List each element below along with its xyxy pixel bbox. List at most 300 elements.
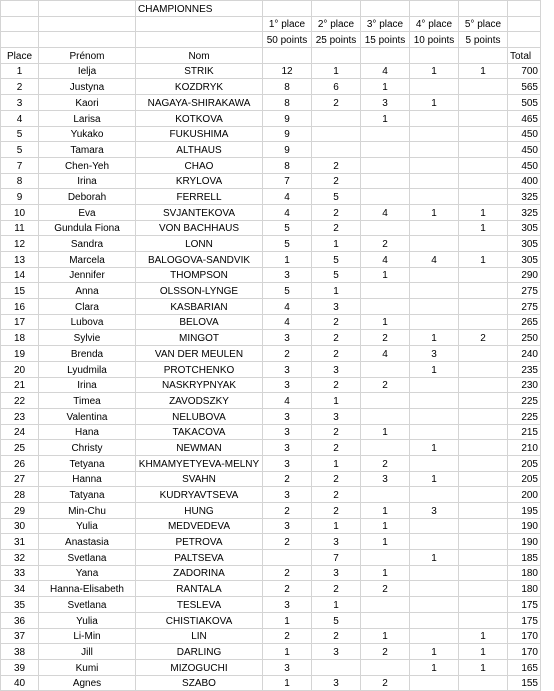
cell-place[interactable]: 2 bbox=[1, 79, 39, 95]
cell-fourth[interactable] bbox=[410, 675, 459, 691]
cell-first[interactable]: 2 bbox=[263, 534, 312, 550]
cell-fifth[interactable]: 1 bbox=[459, 628, 508, 644]
cell-first[interactable]: 9 bbox=[263, 142, 312, 158]
cell-nom[interactable]: HUNG bbox=[136, 503, 263, 519]
cell-nom[interactable]: KUDRYAVTSEVA bbox=[136, 487, 263, 503]
cell-third[interactable]: 1 bbox=[361, 79, 410, 95]
cell-fifth[interactable] bbox=[459, 408, 508, 424]
cell-prenom[interactable]: Svetlana bbox=[39, 550, 136, 566]
cell-prenom[interactable]: Yulia bbox=[39, 612, 136, 628]
cell-place[interactable]: 16 bbox=[1, 299, 39, 315]
cell-third[interactable] bbox=[361, 283, 410, 299]
cell-fourth[interactable] bbox=[410, 142, 459, 158]
cell-first[interactable]: 1 bbox=[263, 675, 312, 691]
cell-total[interactable]: 450 bbox=[508, 157, 541, 173]
cell-third[interactable]: 2 bbox=[361, 330, 410, 346]
header-place-3[interactable]: 3° place bbox=[361, 16, 410, 32]
cell-place[interactable]: 37 bbox=[1, 628, 39, 644]
cell-second[interactable]: 2 bbox=[312, 204, 361, 220]
cell-nom[interactable]: LONN bbox=[136, 236, 263, 252]
cell-first[interactable]: 2 bbox=[263, 346, 312, 362]
cell-total[interactable]: 175 bbox=[508, 612, 541, 628]
cell-fifth[interactable] bbox=[459, 95, 508, 111]
cell-prenom[interactable]: Tatyana bbox=[39, 487, 136, 503]
cell-second[interactable]: 2 bbox=[312, 173, 361, 189]
cell-place[interactable]: 31 bbox=[1, 534, 39, 550]
cell-fifth[interactable] bbox=[459, 361, 508, 377]
cell-fourth[interactable] bbox=[410, 173, 459, 189]
cell-first[interactable]: 2 bbox=[263, 471, 312, 487]
cell-second[interactable]: 1 bbox=[312, 283, 361, 299]
cell-nom[interactable]: DARLING bbox=[136, 644, 263, 660]
cell-nom[interactable]: SVAHN bbox=[136, 471, 263, 487]
cell-total[interactable]: 465 bbox=[508, 110, 541, 126]
cell-place[interactable]: 33 bbox=[1, 565, 39, 581]
cell-nom[interactable]: OLSSON-LYNGE bbox=[136, 283, 263, 299]
cell-third[interactable] bbox=[361, 393, 410, 409]
cell-prenom[interactable]: Anastasia bbox=[39, 534, 136, 550]
cell-nom[interactable]: BELOVA bbox=[136, 314, 263, 330]
cell-first[interactable]: 7 bbox=[263, 173, 312, 189]
cell-fourth[interactable] bbox=[410, 189, 459, 205]
cell-total[interactable]: 180 bbox=[508, 565, 541, 581]
cell-prenom[interactable]: Sylvie bbox=[39, 330, 136, 346]
cell-fifth[interactable] bbox=[459, 267, 508, 283]
cell-total[interactable]: 325 bbox=[508, 189, 541, 205]
cell-first[interactable]: 3 bbox=[263, 659, 312, 675]
cell-third[interactable]: 2 bbox=[361, 377, 410, 393]
cell-nom[interactable]: SVJANTEKOVA bbox=[136, 204, 263, 220]
cell-first[interactable]: 4 bbox=[263, 299, 312, 315]
cell-first[interactable]: 3 bbox=[263, 455, 312, 471]
cell-fourth[interactable]: 3 bbox=[410, 503, 459, 519]
cell-second[interactable]: 2 bbox=[312, 628, 361, 644]
header-points-2[interactable]: 25 points bbox=[312, 32, 361, 48]
cell-prenom[interactable]: Larisa bbox=[39, 110, 136, 126]
cell-nom[interactable]: CHAO bbox=[136, 157, 263, 173]
cell-total[interactable]: 195 bbox=[508, 503, 541, 519]
cell-fourth[interactable] bbox=[410, 597, 459, 613]
cell-fourth[interactable]: 1 bbox=[410, 330, 459, 346]
cell-nom[interactable]: PROTCHENKO bbox=[136, 361, 263, 377]
cell-prenom[interactable]: Marcela bbox=[39, 252, 136, 268]
cell-total[interactable]: 450 bbox=[508, 142, 541, 158]
cell-second[interactable]: 5 bbox=[312, 189, 361, 205]
cell-nom[interactable]: KOZDRYK bbox=[136, 79, 263, 95]
cell-fourth[interactable] bbox=[410, 393, 459, 409]
cell-nom[interactable]: CHISTIAKOVA bbox=[136, 612, 263, 628]
cell-nom[interactable]: ALTHAUS bbox=[136, 142, 263, 158]
cell-prenom[interactable]: Jill bbox=[39, 644, 136, 660]
cell-second[interactable] bbox=[312, 142, 361, 158]
cell-second[interactable]: 1 bbox=[312, 236, 361, 252]
cell-fifth[interactable] bbox=[459, 299, 508, 315]
cell-third[interactable] bbox=[361, 126, 410, 142]
cell-place[interactable]: 39 bbox=[1, 659, 39, 675]
cell-place[interactable]: 11 bbox=[1, 220, 39, 236]
cell-second[interactable]: 5 bbox=[312, 252, 361, 268]
cell-third[interactable]: 1 bbox=[361, 267, 410, 283]
cell-fourth[interactable]: 1 bbox=[410, 550, 459, 566]
cell-total[interactable]: 190 bbox=[508, 518, 541, 534]
cell-first[interactable]: 5 bbox=[263, 283, 312, 299]
cell-first[interactable]: 3 bbox=[263, 487, 312, 503]
cell-fifth[interactable] bbox=[459, 565, 508, 581]
cell-prenom[interactable]: Tetyana bbox=[39, 455, 136, 471]
cell-second[interactable]: 2 bbox=[312, 487, 361, 503]
cell-prenom[interactable]: Ielja bbox=[39, 63, 136, 79]
cell-second[interactable]: 6 bbox=[312, 79, 361, 95]
cell-place[interactable]: 8 bbox=[1, 173, 39, 189]
cell-second[interactable]: 3 bbox=[312, 534, 361, 550]
cell-fourth[interactable] bbox=[410, 518, 459, 534]
cell-total[interactable]: 240 bbox=[508, 346, 541, 362]
cell-second[interactable] bbox=[312, 659, 361, 675]
cell-fifth[interactable] bbox=[459, 612, 508, 628]
cell-total[interactable]: 230 bbox=[508, 377, 541, 393]
cell-second[interactable]: 2 bbox=[312, 346, 361, 362]
cell-place[interactable]: 18 bbox=[1, 330, 39, 346]
cell-place[interactable]: 35 bbox=[1, 597, 39, 613]
cell-third[interactable]: 1 bbox=[361, 534, 410, 550]
cell-third[interactable] bbox=[361, 157, 410, 173]
cell-fifth[interactable]: 1 bbox=[459, 644, 508, 660]
cell-second[interactable]: 7 bbox=[312, 550, 361, 566]
cell-second[interactable]: 2 bbox=[312, 314, 361, 330]
cell-fifth[interactable] bbox=[459, 424, 508, 440]
cell-prenom[interactable]: Lyudmila bbox=[39, 361, 136, 377]
cell-total[interactable]: 170 bbox=[508, 644, 541, 660]
cell-total[interactable]: 170 bbox=[508, 628, 541, 644]
cell-fifth[interactable] bbox=[459, 471, 508, 487]
cell-fifth[interactable] bbox=[459, 597, 508, 613]
cell-third[interactable]: 1 bbox=[361, 110, 410, 126]
cell-second[interactable]: 1 bbox=[312, 393, 361, 409]
cell-fifth[interactable] bbox=[459, 236, 508, 252]
cell-first[interactable]: 9 bbox=[263, 110, 312, 126]
cell-first[interactable]: 5 bbox=[263, 236, 312, 252]
cell-place[interactable]: 30 bbox=[1, 518, 39, 534]
cell-third[interactable] bbox=[361, 487, 410, 503]
cell-total[interactable]: 505 bbox=[508, 95, 541, 111]
cell-nom[interactable]: PALTSEVA bbox=[136, 550, 263, 566]
cell-third[interactable]: 2 bbox=[361, 644, 410, 660]
cell-place[interactable]: 7 bbox=[1, 157, 39, 173]
cell-fourth[interactable]: 1 bbox=[410, 361, 459, 377]
cell-prenom[interactable]: Li-Min bbox=[39, 628, 136, 644]
cell-third[interactable]: 4 bbox=[361, 63, 410, 79]
cell-second[interactable] bbox=[312, 126, 361, 142]
cell-total[interactable]: 155 bbox=[508, 675, 541, 691]
cell-fifth[interactable] bbox=[459, 675, 508, 691]
cell-third[interactable] bbox=[361, 299, 410, 315]
cell-prenom[interactable]: Tamara bbox=[39, 142, 136, 158]
cell-first[interactable]: 8 bbox=[263, 95, 312, 111]
cell-place[interactable]: 38 bbox=[1, 644, 39, 660]
cell-nom[interactable]: MINGOT bbox=[136, 330, 263, 346]
cell-second[interactable]: 1 bbox=[312, 63, 361, 79]
cell-prenom[interactable]: Hanna bbox=[39, 471, 136, 487]
cell-first[interactable]: 1 bbox=[263, 644, 312, 660]
cell-place[interactable]: 15 bbox=[1, 283, 39, 299]
cell-total[interactable]: 210 bbox=[508, 440, 541, 456]
cell-fourth[interactable]: 3 bbox=[410, 346, 459, 362]
cell-third[interactable]: 2 bbox=[361, 581, 410, 597]
cell-second[interactable]: 3 bbox=[312, 361, 361, 377]
cell-third[interactable]: 4 bbox=[361, 346, 410, 362]
cell-nom[interactable]: MEDVEDEVA bbox=[136, 518, 263, 534]
cell-nom[interactable]: PETROVA bbox=[136, 534, 263, 550]
cell-fifth[interactable]: 2 bbox=[459, 330, 508, 346]
cell-total[interactable]: 305 bbox=[508, 236, 541, 252]
cell-nom[interactable]: FERRELL bbox=[136, 189, 263, 205]
cell-fourth[interactable]: 1 bbox=[410, 471, 459, 487]
cell-fifth[interactable]: 1 bbox=[459, 659, 508, 675]
cell-total[interactable]: 205 bbox=[508, 471, 541, 487]
cell-fifth[interactable]: 1 bbox=[459, 220, 508, 236]
cell-nom[interactable]: NAGAYA-SHIRAKAWA bbox=[136, 95, 263, 111]
cell-fourth[interactable] bbox=[410, 126, 459, 142]
cell-fifth[interactable] bbox=[459, 518, 508, 534]
cell-second[interactable]: 2 bbox=[312, 377, 361, 393]
cell-second[interactable]: 5 bbox=[312, 267, 361, 283]
cell-place[interactable]: 17 bbox=[1, 314, 39, 330]
cell-total[interactable]: 180 bbox=[508, 581, 541, 597]
cell-place[interactable]: 19 bbox=[1, 346, 39, 362]
cell-second[interactable]: 2 bbox=[312, 471, 361, 487]
cell-second[interactable]: 3 bbox=[312, 408, 361, 424]
cell-nom[interactable]: NELUBOVA bbox=[136, 408, 263, 424]
cell-prenom[interactable]: Irina bbox=[39, 173, 136, 189]
cell-prenom[interactable]: Clara bbox=[39, 299, 136, 315]
cell-prenom[interactable]: Deborah bbox=[39, 189, 136, 205]
cell-first[interactable]: 4 bbox=[263, 314, 312, 330]
cell-prenom[interactable]: Hana bbox=[39, 424, 136, 440]
header-place-5[interactable]: 5° place bbox=[459, 16, 508, 32]
cell-place[interactable]: 3 bbox=[1, 95, 39, 111]
cell-third[interactable]: 1 bbox=[361, 503, 410, 519]
header-place-1[interactable]: 1° place bbox=[263, 16, 312, 32]
cell-place[interactable]: 20 bbox=[1, 361, 39, 377]
cell-place[interactable]: 5 bbox=[1, 126, 39, 142]
cell-prenom[interactable]: Jennifer bbox=[39, 267, 136, 283]
cell-third[interactable] bbox=[361, 550, 410, 566]
cell-prenom[interactable]: Christy bbox=[39, 440, 136, 456]
cell-second[interactable]: 2 bbox=[312, 95, 361, 111]
cell-second[interactable]: 2 bbox=[312, 424, 361, 440]
cell-place[interactable]: 29 bbox=[1, 503, 39, 519]
cell-second[interactable]: 3 bbox=[312, 644, 361, 660]
cell-first[interactable]: 8 bbox=[263, 79, 312, 95]
cell-first[interactable]: 2 bbox=[263, 503, 312, 519]
cell-third[interactable] bbox=[361, 189, 410, 205]
cell-place[interactable]: 40 bbox=[1, 675, 39, 691]
cell-first[interactable]: 1 bbox=[263, 252, 312, 268]
cell-prenom[interactable]: Min-Chu bbox=[39, 503, 136, 519]
cell-place[interactable]: 13 bbox=[1, 252, 39, 268]
cell-total[interactable]: 225 bbox=[508, 408, 541, 424]
cell-first[interactable]: 1 bbox=[263, 612, 312, 628]
cell-fourth[interactable] bbox=[410, 220, 459, 236]
cell-fourth[interactable]: 1 bbox=[410, 644, 459, 660]
cell-fifth[interactable]: 1 bbox=[459, 252, 508, 268]
cell-place[interactable]: 28 bbox=[1, 487, 39, 503]
cell-fifth[interactable] bbox=[459, 189, 508, 205]
cell-fifth[interactable] bbox=[459, 346, 508, 362]
cell-third[interactable]: 1 bbox=[361, 314, 410, 330]
cell-fourth[interactable] bbox=[410, 424, 459, 440]
cell-total[interactable]: 305 bbox=[508, 220, 541, 236]
cell-prenom[interactable]: Anna bbox=[39, 283, 136, 299]
cell-third[interactable]: 1 bbox=[361, 518, 410, 534]
cell-fourth[interactable] bbox=[410, 612, 459, 628]
cell-first[interactable]: 2 bbox=[263, 565, 312, 581]
cell-prenom[interactable]: Timea bbox=[39, 393, 136, 409]
cell-total[interactable]: 400 bbox=[508, 173, 541, 189]
cell-nom[interactable]: FUKUSHIMA bbox=[136, 126, 263, 142]
column-header-nom[interactable]: Nom bbox=[136, 48, 263, 64]
cell-nom[interactable]: NASKRYPNYAK bbox=[136, 377, 263, 393]
cell-prenom[interactable]: Chen-Yeh bbox=[39, 157, 136, 173]
cell-total[interactable]: 700 bbox=[508, 63, 541, 79]
cell-second[interactable]: 5 bbox=[312, 612, 361, 628]
cell-nom[interactable]: TESLEVA bbox=[136, 597, 263, 613]
cell-nom[interactable]: KRYLOVA bbox=[136, 173, 263, 189]
cell-total[interactable]: 290 bbox=[508, 267, 541, 283]
cell-second[interactable]: 2 bbox=[312, 581, 361, 597]
cell-place[interactable]: 36 bbox=[1, 612, 39, 628]
cell-first[interactable]: 9 bbox=[263, 126, 312, 142]
cell-fifth[interactable] bbox=[459, 79, 508, 95]
cell-fourth[interactable]: 1 bbox=[410, 95, 459, 111]
cell-nom[interactable]: KOTKOVA bbox=[136, 110, 263, 126]
cell-third[interactable]: 2 bbox=[361, 675, 410, 691]
cell-third[interactable] bbox=[361, 597, 410, 613]
cell-total[interactable]: 165 bbox=[508, 659, 541, 675]
cell-second[interactable]: 1 bbox=[312, 455, 361, 471]
cell-fourth[interactable] bbox=[410, 581, 459, 597]
cell-nom[interactable]: MIZOGUCHI bbox=[136, 659, 263, 675]
cell-second[interactable]: 3 bbox=[312, 299, 361, 315]
cell-fourth[interactable] bbox=[410, 628, 459, 644]
cell-first[interactable]: 12 bbox=[263, 63, 312, 79]
cell-prenom[interactable]: Yulia bbox=[39, 518, 136, 534]
cell-prenom[interactable]: Irina bbox=[39, 377, 136, 393]
header-points-4[interactable]: 10 points bbox=[410, 32, 459, 48]
cell-fifth[interactable] bbox=[459, 142, 508, 158]
cell-total[interactable]: 205 bbox=[508, 455, 541, 471]
cell-fourth[interactable] bbox=[410, 408, 459, 424]
cell-fifth[interactable] bbox=[459, 581, 508, 597]
cell-fourth[interactable]: 1 bbox=[410, 659, 459, 675]
cell-first[interactable]: 4 bbox=[263, 189, 312, 205]
cell-nom[interactable]: VAN DER MEULEN bbox=[136, 346, 263, 362]
cell-fifth[interactable] bbox=[459, 440, 508, 456]
cell-first[interactable]: 3 bbox=[263, 267, 312, 283]
cell-first[interactable] bbox=[263, 550, 312, 566]
cell-total[interactable]: 265 bbox=[508, 314, 541, 330]
cell-third[interactable] bbox=[361, 142, 410, 158]
cell-nom[interactable]: VON BACHHAUS bbox=[136, 220, 263, 236]
cell-fifth[interactable] bbox=[459, 110, 508, 126]
cell-prenom[interactable]: Kumi bbox=[39, 659, 136, 675]
cell-fourth[interactable]: 1 bbox=[410, 204, 459, 220]
cell-total[interactable]: 190 bbox=[508, 534, 541, 550]
cell-third[interactable] bbox=[361, 408, 410, 424]
cell-total[interactable]: 565 bbox=[508, 79, 541, 95]
cell-place[interactable]: 32 bbox=[1, 550, 39, 566]
cell-third[interactable]: 4 bbox=[361, 204, 410, 220]
cell-place[interactable]: 23 bbox=[1, 408, 39, 424]
cell-first[interactable]: 4 bbox=[263, 393, 312, 409]
cell-first[interactable]: 3 bbox=[263, 361, 312, 377]
cell-total[interactable]: 200 bbox=[508, 487, 541, 503]
cell-prenom[interactable]: Yana bbox=[39, 565, 136, 581]
cell-fifth[interactable] bbox=[459, 126, 508, 142]
cell-fifth[interactable] bbox=[459, 173, 508, 189]
cell-first[interactable]: 3 bbox=[263, 330, 312, 346]
cell-third[interactable] bbox=[361, 659, 410, 675]
cell-total[interactable]: 325 bbox=[508, 204, 541, 220]
cell-fifth[interactable] bbox=[459, 487, 508, 503]
cell-fourth[interactable] bbox=[410, 236, 459, 252]
cell-fourth[interactable]: 4 bbox=[410, 252, 459, 268]
cell-total[interactable]: 450 bbox=[508, 126, 541, 142]
cell-total[interactable]: 215 bbox=[508, 424, 541, 440]
cell-first[interactable]: 3 bbox=[263, 597, 312, 613]
cell-third[interactable]: 1 bbox=[361, 628, 410, 644]
cell-third[interactable] bbox=[361, 440, 410, 456]
cell-fourth[interactable] bbox=[410, 534, 459, 550]
cell-third[interactable]: 3 bbox=[361, 471, 410, 487]
cell-total[interactable]: 225 bbox=[508, 393, 541, 409]
cell-place[interactable]: 34 bbox=[1, 581, 39, 597]
cell-fifth[interactable] bbox=[459, 393, 508, 409]
cell-third[interactable]: 2 bbox=[361, 455, 410, 471]
header-points-3[interactable]: 15 points bbox=[361, 32, 410, 48]
cell-first[interactable]: 3 bbox=[263, 440, 312, 456]
cell-third[interactable]: 2 bbox=[361, 236, 410, 252]
cell-first[interactable]: 4 bbox=[263, 204, 312, 220]
cell-first[interactable]: 2 bbox=[263, 581, 312, 597]
cell-prenom[interactable]: Sandra bbox=[39, 236, 136, 252]
cell-nom[interactable]: THOMPSON bbox=[136, 267, 263, 283]
cell-place[interactable]: 26 bbox=[1, 455, 39, 471]
cell-third[interactable]: 1 bbox=[361, 424, 410, 440]
cell-second[interactable]: 3 bbox=[312, 675, 361, 691]
column-header-place[interactable]: Place bbox=[1, 48, 39, 64]
cell-fourth[interactable] bbox=[410, 487, 459, 503]
cell-first[interactable]: 3 bbox=[263, 408, 312, 424]
cell-prenom[interactable]: Svetlana bbox=[39, 597, 136, 613]
cell-place[interactable]: 12 bbox=[1, 236, 39, 252]
header-place-4[interactable]: 4° place bbox=[410, 16, 459, 32]
cell-total[interactable]: 235 bbox=[508, 361, 541, 377]
cell-prenom[interactable]: Brenda bbox=[39, 346, 136, 362]
cell-total[interactable]: 185 bbox=[508, 550, 541, 566]
cell-first[interactable]: 3 bbox=[263, 518, 312, 534]
cell-first[interactable]: 8 bbox=[263, 157, 312, 173]
cell-second[interactable]: 2 bbox=[312, 440, 361, 456]
header-place-2[interactable]: 2° place bbox=[312, 16, 361, 32]
cell-first[interactable]: 3 bbox=[263, 377, 312, 393]
cell-first[interactable]: 5 bbox=[263, 220, 312, 236]
cell-prenom[interactable]: Yukako bbox=[39, 126, 136, 142]
cell-fifth[interactable] bbox=[459, 283, 508, 299]
header-points-1[interactable]: 50 points bbox=[263, 32, 312, 48]
cell-place[interactable]: 4 bbox=[1, 110, 39, 126]
cell-place[interactable]: 25 bbox=[1, 440, 39, 456]
